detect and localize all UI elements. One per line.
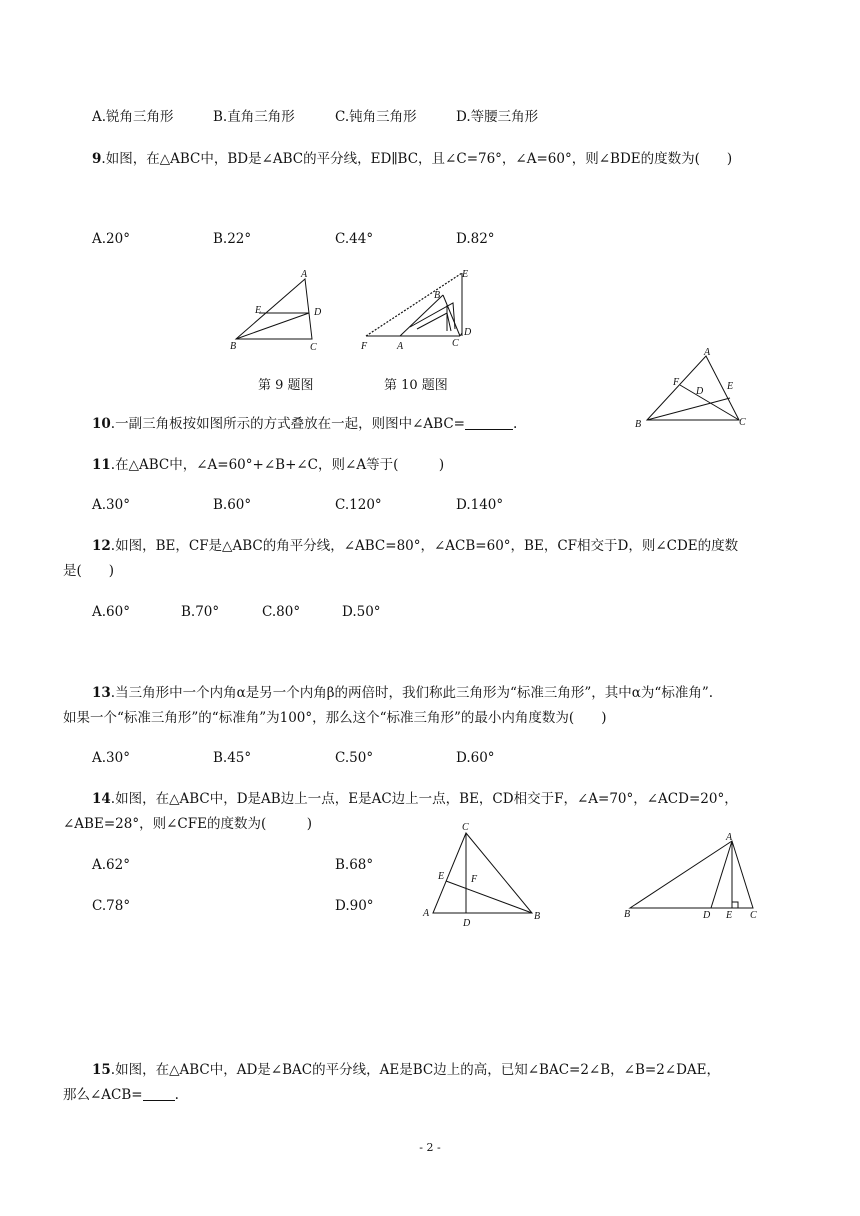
q15-label-a: A	[726, 832, 733, 843]
q13-option-d: D.60°	[456, 750, 495, 766]
q9-label-b: B	[230, 341, 237, 352]
q12-option-c: C.80°	[262, 604, 301, 620]
q9-stem-text: .如图，在△ABC中，BD是∠ABC的平分线，ED∥BC，且∠C=76°，∠A=60°，则∠BDE的度数为( )	[101, 151, 733, 167]
q14-option-b: B.68°	[335, 857, 374, 873]
q15-segment-ad	[711, 841, 732, 908]
q14-number: 14	[92, 791, 111, 807]
q10-segment-bc	[443, 295, 460, 336]
q14-stem-line2: ∠ABE=28°，则∠CFE的度数为( )	[63, 816, 312, 832]
q15-label-d: D	[703, 910, 711, 921]
q9-figure	[225, 265, 335, 355]
q12-label-d: D	[696, 386, 704, 397]
q9-option-b: B.22°	[213, 231, 252, 247]
q14-option-d: D.90°	[335, 898, 374, 914]
q12-option-d: D.50°	[342, 604, 381, 620]
q12-option-a: A.60°	[92, 604, 130, 620]
q15-stem-line1	[92, 1061, 720, 1079]
q12-option-b: B.70°	[181, 604, 220, 620]
q9-option-d: D.82°	[456, 231, 495, 247]
q9-label-a: A	[301, 269, 308, 280]
q12-stem-text: .如图，BE，CF是△ABC的角平分线，∠ABC=80°，∠ACB=60°，BE，CF相交于D，则∠CDE的度数	[110, 538, 739, 554]
q14-label-b: B	[534, 911, 541, 922]
q12-stem-line2: 是( )	[63, 563, 115, 579]
q14-label-a: A	[423, 908, 430, 919]
q8-option-a: A.锐角三角形	[92, 109, 174, 125]
q15-answer-blank[interactable]	[143, 1086, 175, 1101]
q13-option-a: A.30°	[92, 750, 130, 766]
q15-label-e: E	[726, 910, 733, 921]
q9-option-a: A.20°	[92, 231, 130, 247]
q13-option-c: C.50°	[335, 750, 374, 766]
q10-caption: 第 10 题图	[384, 378, 448, 393]
q10-number: 10	[92, 416, 111, 432]
q12-number: 12	[92, 538, 111, 554]
page-number: - 2 -	[419, 1141, 441, 1154]
q11-stem-text: .在△ABC中，∠A=60°+∠B+∠C，则∠A等于( )	[110, 457, 445, 473]
q15-stem-text: .如图，在△ABC中，AD是∠BAC的平分线，AE是BC边上的高，已知∠BAC=2∠B，∠B=2∠DAE，	[110, 1062, 721, 1078]
q14-stem-text: .如图，在△ABC中，D是AB边上一点，E是AC边上一点，BE，CD相交于F，∠A=70°，∠ACD=20°，	[110, 791, 738, 807]
q10-answer-blank[interactable]	[465, 415, 513, 430]
q10-label-b: B	[434, 290, 441, 301]
q13-number: 13	[92, 685, 111, 701]
q10-label-d: D	[464, 327, 472, 338]
q15-end: .	[174, 1087, 179, 1103]
q12-label-b: B	[635, 419, 642, 430]
q10-label-e: E	[462, 269, 469, 280]
q9-label-e: E	[255, 305, 262, 316]
q12-segment-be	[647, 398, 730, 420]
q13-stem-text: .当三角形中一个内角α是另一个内角β的两倍时，我们称此三角形为“标准三角形”，其中α为“标准角”.	[110, 685, 714, 701]
q11-option-c: C.120°	[335, 497, 382, 513]
q13-option-b: B.45°	[213, 750, 252, 766]
q15-label-b: B	[624, 909, 631, 920]
q9-label-d: D	[314, 307, 322, 318]
q10-end: .	[512, 416, 518, 432]
q12-label-a: A	[704, 347, 711, 358]
q12-figure	[630, 343, 755, 433]
q13-stem-line1	[92, 684, 713, 702]
q12-label-e: E	[727, 381, 734, 392]
q10-label-c: C	[452, 338, 459, 349]
q10-stem-text: .一副三角板按如图所示的方式叠放在一起，则图中∠ABC=	[110, 416, 465, 432]
q8-option-b: B.直角三角形	[213, 109, 295, 125]
q12-triangle	[647, 356, 739, 420]
q10-label-a: A	[397, 341, 404, 352]
q12-label-f: F	[673, 377, 680, 388]
q15-number: 15	[92, 1062, 111, 1078]
q10-segment-ab	[400, 295, 443, 336]
q14-label-d: D	[463, 918, 471, 929]
q14-option-c: C.78°	[92, 898, 131, 914]
q8-option-c: C.钝角三角形	[335, 109, 417, 125]
q11-option-d: D.140°	[456, 497, 504, 513]
q10-inner-outline-2	[417, 313, 451, 331]
q14-label-f: F	[471, 874, 478, 885]
q11-option-a: A.30°	[92, 497, 130, 513]
q11-option-b: B.60°	[213, 497, 252, 513]
q10-figure	[355, 265, 480, 355]
q9-segment-bd	[236, 313, 309, 339]
q11-stem	[92, 456, 444, 474]
q14-triangle	[433, 833, 532, 913]
q14-figure	[420, 818, 545, 928]
q14-stem-line1	[92, 790, 738, 808]
q15-figure	[620, 828, 765, 923]
q15-stem-line2	[63, 1086, 179, 1104]
q8-option-d: D.等腰三角形	[456, 109, 539, 125]
q9-triangle	[236, 279, 312, 339]
q12-label-c: C	[739, 417, 746, 428]
q14-label-c: C	[462, 822, 469, 833]
q9-label-c: C	[310, 342, 317, 353]
q15-triangle	[630, 841, 753, 908]
q10-label-f: F	[361, 341, 368, 352]
q9-option-c: C.44°	[335, 231, 374, 247]
q15-label-c: C	[750, 910, 757, 921]
q13-stem-line2: 如果一个“标准三角形”的“标准角”为100°，那么这个“标准三角形”的最小内角度数为( )	[63, 710, 607, 726]
q10-stem	[92, 415, 517, 433]
q14-option-a: A.62°	[92, 857, 130, 873]
q11-number: 11	[92, 457, 111, 473]
q12-stem-line1	[92, 537, 738, 555]
q15-right-angle-mark	[732, 902, 738, 908]
q9-number: 9	[92, 151, 102, 167]
q9-stem	[92, 150, 732, 168]
q14-label-e: E	[438, 871, 445, 882]
q10-hypotenuse-fe	[366, 273, 462, 336]
q15-stem-text-2: 那么∠ACB=	[63, 1087, 143, 1103]
q9-caption: 第 9 题图	[258, 378, 314, 393]
